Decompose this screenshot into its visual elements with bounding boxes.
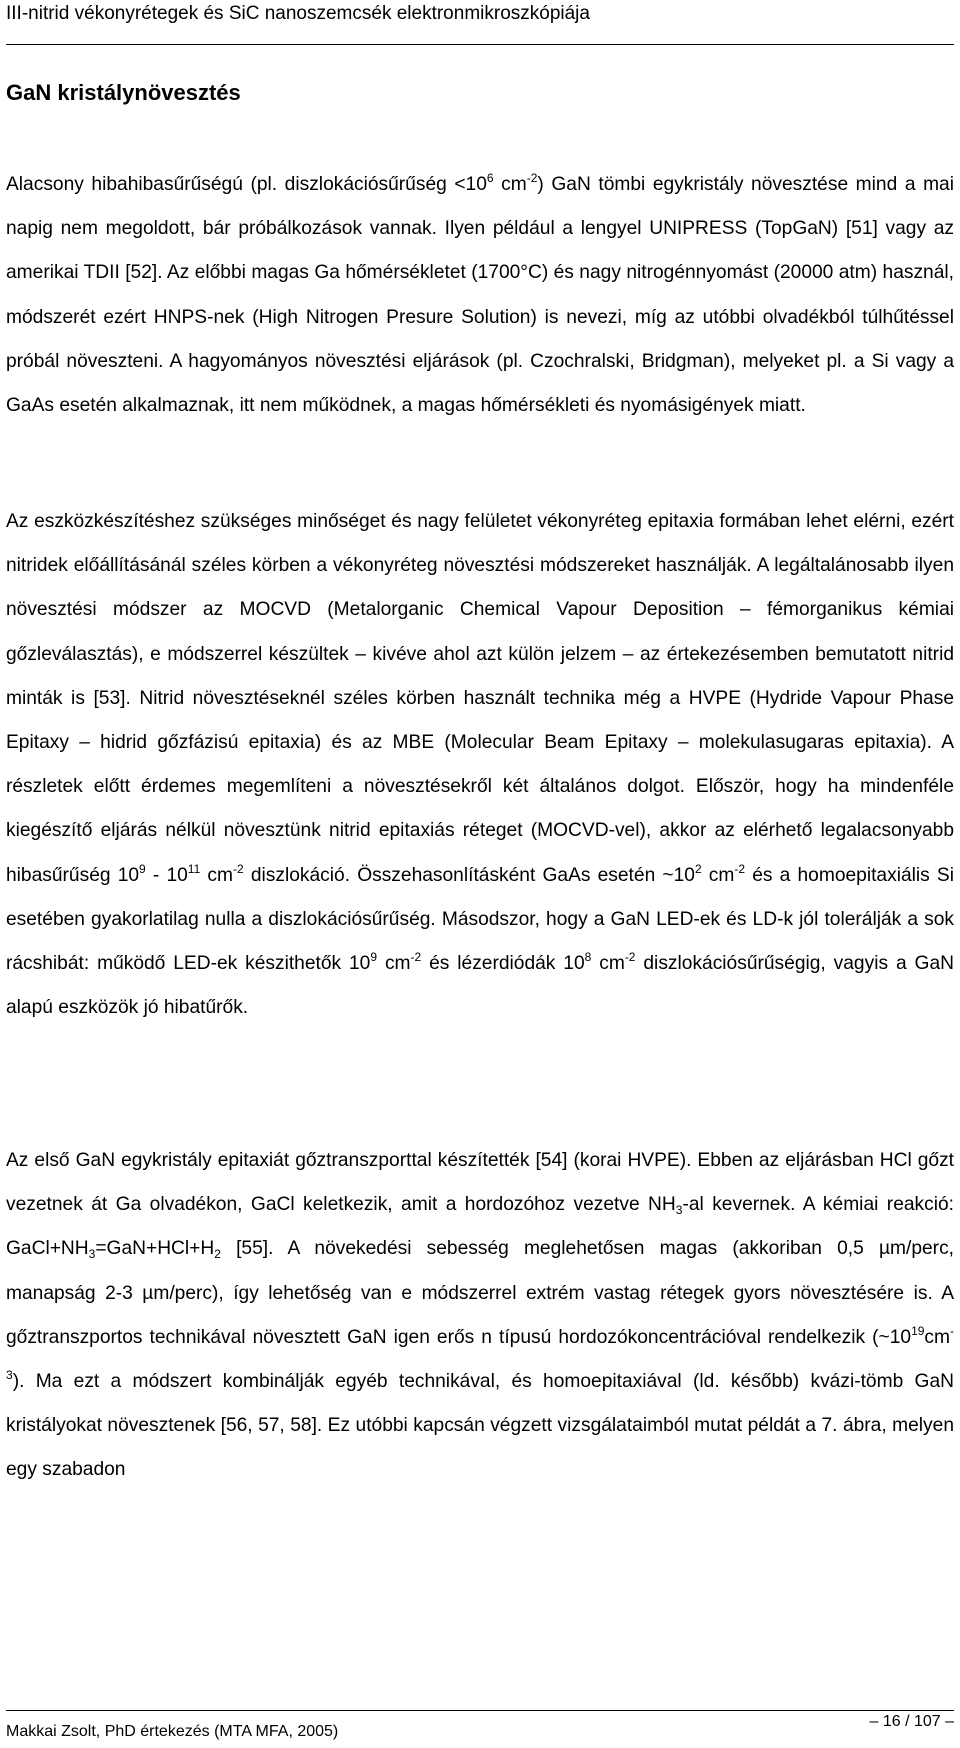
superscript: 8 [584, 950, 592, 965]
superscript: 2 [694, 861, 702, 876]
text-run: cm [493, 174, 527, 195]
text-run: és lézerdiódák 10 [421, 953, 585, 975]
text-run: cm [924, 1326, 950, 1348]
text-run: cm [200, 864, 234, 886]
page-number: – 16 / 107 – [869, 1713, 954, 1730]
text-run: és a homoepitaxiális Si esetében gyakorlatilag nulla a diszlokációsűrűség. Másodszor, hogy a GaN LED-ek és LD-k jól tolerálják a sok rácshibát: működő LED-ek készithetők 10 [6, 864, 954, 975]
text-run: cm [591, 953, 625, 975]
text-run: Az első GaN egykristály epitaxiát gőztranszporttal készítették [54] (korai HVPE). Ebben az eljárásban HCl gőzt vezetnek át Ga olvadékon, GaCl keletkezik, amit a hordozóhoz vezetve NH [6, 1150, 954, 1216]
text-run: diszlokációsűrűségig, vagyis a GaN alapú eszközök jó hibatűrők. [6, 953, 954, 1019]
superscript: 9 [139, 861, 146, 876]
footer-author: Makkai Zsolt, PhD értekezés (MTA MFA, 2005) [6, 1723, 339, 1740]
superscript: -3 [6, 1323, 954, 1383]
subscript: 2 [214, 1247, 221, 1262]
subscript: 3 [675, 1203, 683, 1218]
paragraph-1 [6, 163, 954, 428]
text-run: - 10 [145, 864, 188, 886]
text-run: ) GaN tömbi egykristály növesztése mind a mai napig nem megoldott, bár próbálkozások vannak. Ilyen például a lengyel UNIPRESS (TopGaN) [51] vagy az amerikai TDII [52]. Az előbbi magas Ga hőmérsékletet (1700°C) és nagy nitrogénnyomást (20000 atm) használ, módszerét ezért HNPS-nek (High Nitrogen Presure Solution) is nevezi, míg az utóbbi olvadékból túlhűtéssel próbál növeszteni. A hagyományos növesztési eljárások (pl. Czochralski, Bridgman), melyeket pl. a Si vagy a GaAs esetén alkalmaznak, itt nem működnek, a magas hőmérsékleti és nyomásigények miatt. [6, 174, 954, 417]
text-run: ). Ma ezt a módszert kombinálják egyéb technikával, és homoepitaxiával (ld. később) kvázi-tömb GaN kristályokat növesztenek [56, 57, 58]. Ez utóbbi kapcsán végzett vizsgálataimból mutat példát a 7. ábra, melyen egy szabadon [6, 1371, 954, 1481]
text-run: cm [701, 864, 735, 886]
superscript: -2 [410, 950, 422, 965]
text-run: cm [377, 953, 411, 975]
superscript: -2 [233, 861, 244, 876]
running-header [6, 0, 954, 45]
superscript: -2 [526, 171, 538, 185]
page-footer [6, 1710, 954, 1747]
paragraph-3 [6, 1139, 954, 1493]
text-run: -al kevernek. A kémiai reakció: GaCl+NH [6, 1194, 954, 1260]
superscript: 9 [370, 950, 378, 965]
text-run: diszlokáció. Összehasonlításként GaAs esetén ~10 [243, 864, 695, 886]
paragraph-2 [6, 500, 954, 1030]
superscript: -2 [734, 861, 746, 876]
text-run: Az eszközkészítéshez szükséges minőséget és nagy felületet vékonyréteg epitaxia formában lehet elérni, ezért nitridek előállításánál széles körben a vékonyréteg növesztési módszereket használják. A legáltalánosabb ilyen növesztési módszer az MOCVD (Metalorganic Chemical Vapour Deposition – fémorganikus kémiai gőzleválasztás), e módszerrel készültek – kivéve ahol azt külön jelzem – az értekezésemben bemutatott nitrid minták is [53]. Nitrid növesztéseknél széles körben használt technika még a HVPE (Hydride Vapour Phase Epitaxy – hidrid gőzfázisú epitaxia) és az MBE (Molecular Beam Epitaxy – molekulasugaras epitaxia). A részletek előtt érdemes megemlíteni a növesztésekről két általános dolgot. Először, hogy ha mindenféle kiegészítő eljárás nélkül növesztünk nitrid epitaxiás réteget (MOCVD-vel), akkor az elérhető legalacsonyabb hibasűrűség 10 [6, 511, 954, 886]
superscript: 19 [911, 1323, 925, 1338]
superscript: -2 [624, 950, 636, 965]
superscript: 11 [187, 861, 201, 876]
text-run: Alacsony hibahibasűrűségú (pl. diszlokációsűrűség <10 [6, 174, 487, 195]
text-run: =GaN+HCl+H [95, 1238, 215, 1260]
subscript: 3 [88, 1247, 96, 1262]
superscript: 6 [486, 171, 494, 185]
document-title: III-nitrid vékonyrétegek és SiC nanoszemcsék elektronmikroszkópiája [6, 3, 590, 24]
text-run: [55]. A növekedési sebesség meglehetősen magas (akkoriban 0,5 µm/perc, manapság 2-3 µm/perc), így lehetőség van e módszerrel extrém vastag rétegek gyors növesztésére is. A gőztranszportos technikával növesztett GaN igen erős n típusú hordozókoncentrációval rendelkezik (~10 [6, 1238, 954, 1348]
section-title: GaN kristálynövesztés [6, 80, 241, 105]
